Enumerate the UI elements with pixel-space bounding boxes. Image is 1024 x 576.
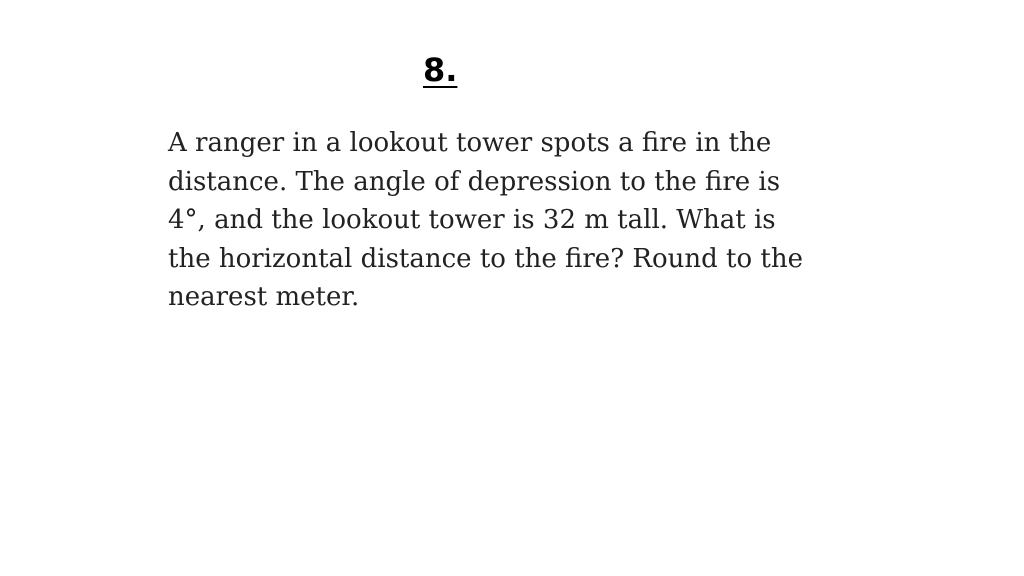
problem-text-line: the horizontal distance to the fire? Round to the	[168, 243, 803, 274]
problem-text-line: distance. The angle of depression to the fire is	[168, 166, 781, 197]
problem-text-line: nearest meter.	[168, 282, 360, 312]
problem-number: 8.	[423, 51, 458, 89]
problem-statement	[168, 124, 868, 317]
problem-text-line: A ranger in a lookout tower spots a fire in the	[168, 128, 772, 158]
problem-text-line: 4°, and the lookout tower is 32 m tall. What is	[168, 205, 776, 235]
